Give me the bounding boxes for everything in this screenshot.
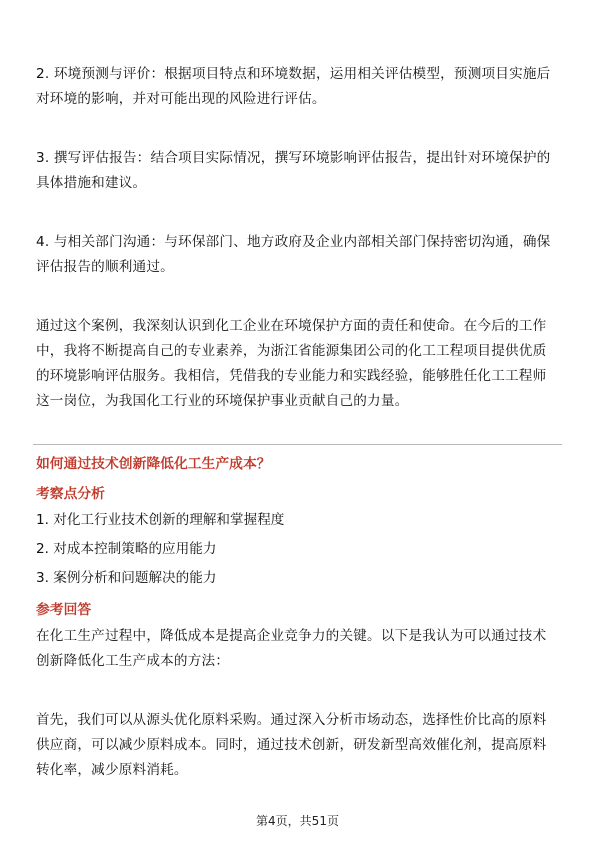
section-divider — [33, 444, 562, 445]
paragraph-department-communication: 4. 与相关部门沟通：与环保部门、地方政府及企业内部相关部门保持密切沟通，确保评估报告的顺利通过。 — [36, 234, 551, 275]
analysis-item: 3. 案例分析和问题解决的能力 — [36, 570, 217, 586]
paragraph-env-prediction: 2. 环境预测与评价：根据项目特点和环境数据，运用相关评估模型，预测项目实施后对环境的影响，并对可能出现的风险进行评估。 — [36, 66, 551, 107]
paragraph-write-report: 3. 撰写评估报告：结合项目实际情况，撰写环境影响评估报告，提出针对环境保护的具体措施和建议。 — [36, 150, 551, 191]
page-number: 第4页，共51页 — [256, 814, 339, 828]
answer-first-method-paragraph: 首先，我们可以从源头优化原料采购。通过深入分析市场动态，选择性价比高的原料供应商，可以减少原料成本。同时，通过技术创新，研发新型高效催化剂，提高原料转化率，减少原料消耗。 — [36, 712, 547, 778]
analysis-heading: 考察点分析 — [36, 486, 105, 502]
analysis-item: 2. 对成本控制策略的应用能力 — [36, 541, 217, 557]
question-title: 如何通过技术创新降低化工生产成本？ — [36, 456, 271, 472]
paragraph-case-reflection: 通过这个案例，我深刻认识到化工企业在环境保护方面的责任和使命。在今后的工作中，我将不断提高自己的专业素养，为浙江省能源集团公司的化工工程项目提供优质的环境影响评估服务。我相信，凭借我的专业能力和实践经验，能够胜任化工工程师这一岗位，为我国化工行业的环境保护事业贡献自己的力量。 — [36, 318, 547, 409]
answer-heading: 参考回答 — [36, 602, 92, 618]
analysis-item: 1. 对化工行业技术创新的理解和掌握程度 — [36, 512, 285, 528]
answer-intro-paragraph: 在化工生产过程中，降低成本是提高企业竞争力的关键。以下是我认为可以通过技术创新降低化工生产成本的方法： — [36, 628, 547, 669]
